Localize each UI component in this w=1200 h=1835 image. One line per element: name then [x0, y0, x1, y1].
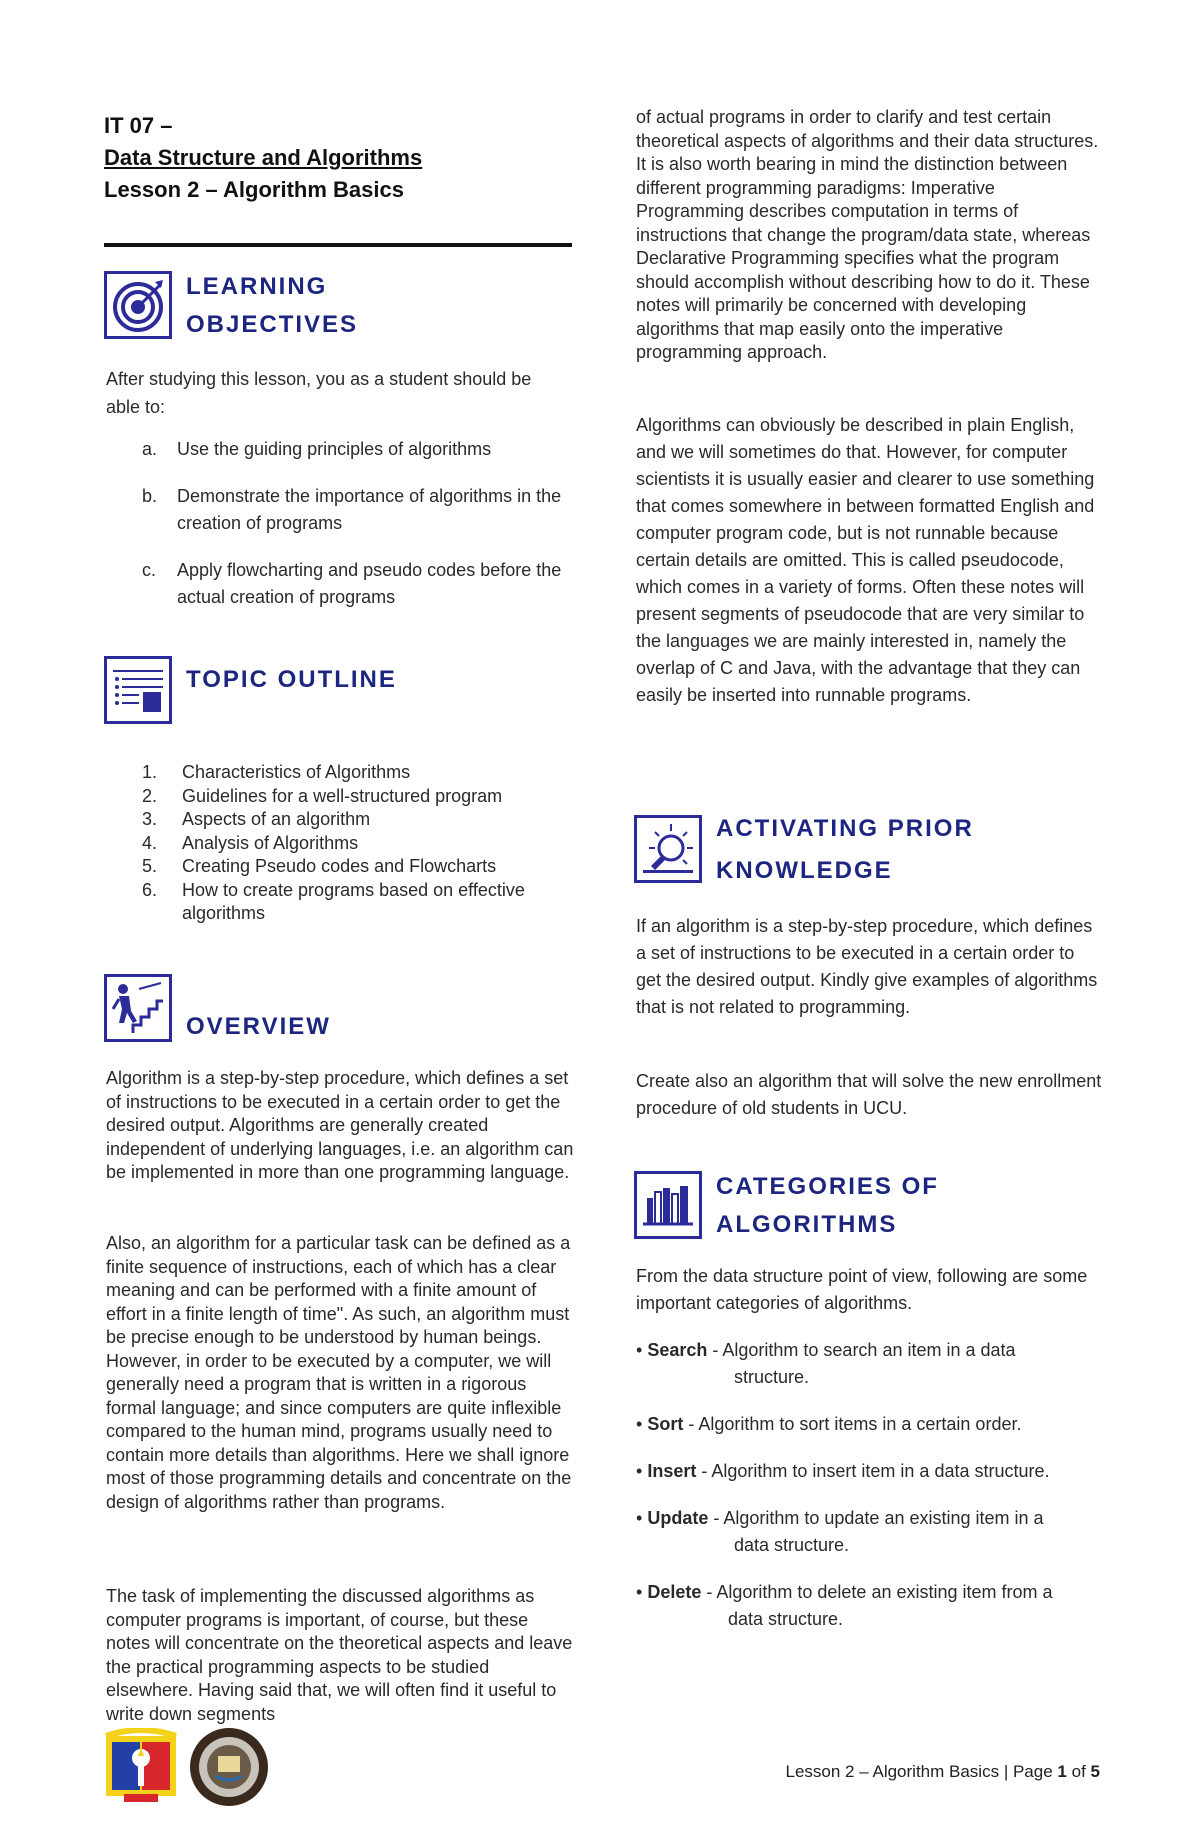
- activating-header: [634, 806, 974, 892]
- stairs-climber-icon: [104, 974, 172, 1042]
- categories-header: [634, 1166, 939, 1244]
- outline-item: [106, 855, 576, 879]
- right-paragraph-2: Algorithms can obviously be described in plain English, and we will sometimes do that. However, for computer scientists it is usually easier and clearer to use something that comes somewhere in between formatted English and computer program code, but is not runnable because certain details are omitted. This is called pseudocode, which comes in a variety of forms. Often these notes will present segments of pseudocode that are very similar to the languages we are mainly interested in, namely the overlap of C and Java, with the advantage that they can easily be inserted into runnable programs.: [636, 415, 1095, 705]
- category-item: [636, 1411, 1116, 1438]
- learning-objectives-header: [104, 266, 358, 344]
- footer-page-label: Page: [1012, 1762, 1053, 1781]
- objective-text: Apply flowcharting and pseudo codes before the actual creation of programs: [177, 560, 562, 607]
- categories-intro: From the data structure point of view, following are some important categories of algorithms.: [636, 1266, 1088, 1313]
- outline-item: [106, 761, 576, 785]
- objective-item: [106, 483, 576, 537]
- outline-marker: 5.: [142, 856, 158, 876]
- outline-text: Aspects of an algorithm: [182, 809, 371, 829]
- categories-title-1: CATEGORIES OF: [716, 1173, 939, 1200]
- university-seal-logo: [188, 1726, 270, 1808]
- left-column: [104, 110, 574, 206]
- outline-item: [106, 879, 576, 926]
- category-bullet: •: [636, 1340, 643, 1360]
- outline-marker: 1.: [142, 762, 158, 782]
- category-bullet: •: [636, 1582, 643, 1602]
- subject-title: Data Structure and Algorithms: [104, 145, 423, 170]
- learning-objectives-title-1: LEARNING: [186, 273, 328, 300]
- objective-text: Use the guiding principles of algorithms: [177, 439, 492, 459]
- activating-title-2: KNOWLEDGE: [716, 857, 893, 884]
- overview-paragraph-2: Also, an algorithm for a particular task can be defined as a finite sequence of instructions, each of which has a clear meaning and can be performed with a finite amount of effort in a finite length of time". As such, an algorithm must be precise enough to be understood by human beings. However, in order to be executed by a computer, we will generally need a program that is written in a rigorous formal language; and since computers are quite inflexible compared to the human mind, programs usually need to contain more details than algorithms. Here we shall ignore most of those programming details and concentrate on the design of algorithms rather than programs.: [106, 1233, 572, 1512]
- outline-item: [106, 785, 576, 809]
- category-term: Search: [647, 1340, 708, 1360]
- outline-text: Analysis of Algorithms: [182, 832, 359, 853]
- outline-text: Guidelines for a well-structured program: [182, 785, 503, 806]
- footer-of-label: of: [1071, 1762, 1086, 1781]
- category-description-continued: structure.: [734, 1367, 810, 1387]
- books-icon: [634, 1171, 702, 1239]
- overview-header: [104, 974, 331, 1042]
- learning-objectives-intro: After studying this lesson, you as a student should be able to:: [106, 369, 532, 417]
- topic-outline-list: [106, 761, 576, 926]
- header-divider: [104, 243, 572, 247]
- outline-item: [106, 832, 576, 856]
- lesson-title: Lesson 2 – Algorithm Basics: [104, 177, 404, 202]
- list-document-icon: [104, 656, 172, 724]
- topic-outline-header: [104, 656, 397, 724]
- objective-item: [106, 436, 576, 463]
- category-term: Sort: [647, 1414, 684, 1434]
- topic-outline-title: TOPIC OUTLINE: [186, 666, 397, 693]
- outline-marker: 4.: [142, 832, 158, 853]
- category-bullet: •: [636, 1461, 643, 1481]
- lightbulb-icon: [634, 815, 702, 883]
- outline-marker: 6.: [142, 879, 158, 900]
- overview-paragraph-3: The task of implementing the discussed algorithms as computer programs is important, of course, but these notes will concentrate on the theoretical aspects and leave the practical programming aspects to be studied elsewhere. Having said that, we will often find it useful to write down segments: [106, 1586, 573, 1724]
- outline-text: Creating Pseudo codes and Flowcharts: [182, 856, 497, 876]
- activating-paragraph-2: Create also an algorithm that will solve the new enrollment procedure of old students in UCU.: [636, 1071, 1102, 1118]
- philippine-deped-logo: [104, 1728, 178, 1806]
- category-term: Update: [647, 1508, 709, 1528]
- course-code: IT 07 –: [104, 113, 173, 138]
- category-item: [636, 1505, 1116, 1559]
- category-description: - Algorithm to insert item in a data structure.: [696, 1461, 1050, 1481]
- category-description-continued: data structure.: [728, 1609, 844, 1629]
- category-description-continued: data structure.: [734, 1535, 850, 1555]
- category-item: [636, 1337, 1116, 1391]
- objective-marker: b.: [142, 486, 158, 506]
- categories-list: [636, 1337, 1116, 1653]
- objective-marker: c.: [142, 560, 157, 580]
- outline-marker: 3.: [142, 809, 158, 829]
- page-footer: [786, 1762, 1100, 1782]
- category-term: Delete: [647, 1582, 702, 1602]
- category-description: - Algorithm to update an existing item in a: [708, 1508, 1044, 1528]
- objective-text: Demonstrate the importance of algorithms in the creation of programs: [177, 486, 562, 533]
- category-item: [636, 1579, 1116, 1633]
- outline-item: [106, 808, 576, 832]
- categories-title-2: ALGORITHMS: [716, 1211, 898, 1238]
- objective-marker: a.: [142, 439, 158, 459]
- target-icon: [104, 271, 172, 339]
- category-bullet: •: [636, 1508, 643, 1528]
- footer-separator: |: [1003, 1762, 1009, 1781]
- footer-page-number: 1: [1057, 1762, 1067, 1781]
- outline-text: How to create programs based on effective algorithms: [182, 879, 525, 923]
- overview-title: OVERVIEW: [186, 1013, 331, 1040]
- activating-paragraph-1: If an algorithm is a step-by-step procedure, which defines a set of instructions to be executed in a certain order to get the desired output. Kindly give examples of algorithms that is not related to programming.: [636, 916, 1098, 1017]
- right-paragraph-1: of actual programs in order to clarify and test certain theoretical aspects of algorithms and their data structures. It is also worth bearing in mind the distinction between different programming paradigms: Imperative Programming describes computation in terms of instructions that change the program/data state, whereas Declarative Programming specifies what the program should accomplish without describing how to do it. These notes will primarily be concerned with developing algorithms that map easily onto the imperative programming approach.: [636, 107, 1099, 362]
- objectives-list: [106, 436, 576, 631]
- category-item: [636, 1458, 1116, 1485]
- category-description: - Algorithm to delete an existing item from a: [701, 1582, 1053, 1602]
- footer-page-total: 5: [1090, 1762, 1100, 1781]
- category-description: - Algorithm to sort items in a certain order.: [683, 1414, 1022, 1434]
- category-term: Insert: [647, 1461, 697, 1481]
- objective-item: [106, 557, 576, 611]
- learning-objectives-title-2: OBJECTIVES: [186, 311, 359, 338]
- outline-text: Characteristics of Algorithms: [182, 762, 411, 782]
- activating-title-1: ACTIVATING PRIOR: [716, 815, 974, 842]
- overview-paragraph-1: Algorithm is a step-by-step procedure, which defines a set of instructions to be executed in a certain order to get the desired output. Algorithms are generally created independent of underlying languages, i.e. an algorithm can be implemented in more than one programming language.: [106, 1068, 574, 1182]
- outline-marker: 2.: [142, 785, 158, 806]
- footer-lesson: Lesson 2 – Algorithm Basics: [785, 1762, 1000, 1781]
- category-bullet: •: [636, 1414, 643, 1434]
- category-description: - Algorithm to search an item in a data: [707, 1340, 1016, 1360]
